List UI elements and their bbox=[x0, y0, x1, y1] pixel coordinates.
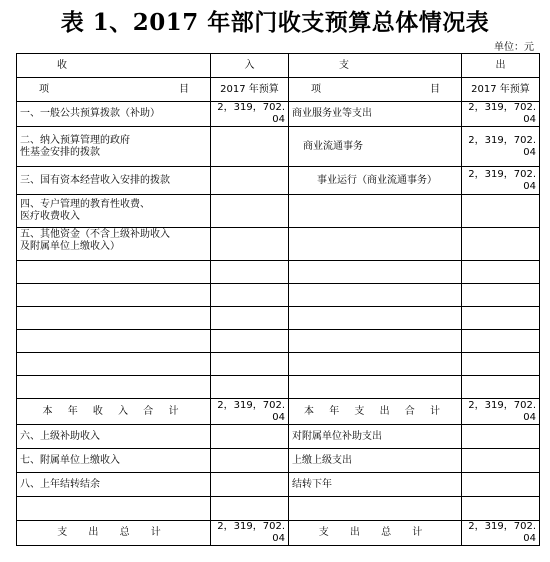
income-item: 三、国有资本经营收入安排的拨款 bbox=[17, 167, 211, 195]
income-item: 一、一般公共预算拨款（补助） bbox=[17, 102, 211, 127]
income-item: 六、上级补助收入 bbox=[17, 425, 211, 449]
income-item-header-right: 目 bbox=[179, 83, 189, 95]
income-amount: 2，319，702. 04 bbox=[211, 102, 289, 127]
expense-grand-total-amount: 2，319，702. 04 bbox=[462, 521, 540, 546]
expense-item bbox=[289, 228, 462, 261]
header-row-sections bbox=[17, 54, 540, 78]
expense-item bbox=[289, 195, 462, 228]
income-item-header bbox=[17, 78, 211, 102]
expense-amount bbox=[462, 473, 540, 497]
income-total-label: 本 年 收 入 合 计 bbox=[17, 399, 211, 425]
expense-amount: 2，319，702. 04 bbox=[462, 102, 540, 127]
expense-total-label: 本 年 支 出 合 计 bbox=[289, 399, 462, 425]
income-budget-header: 2017 年预算 bbox=[211, 78, 289, 102]
income-amount bbox=[211, 195, 289, 228]
table-row bbox=[17, 167, 540, 195]
income-amount bbox=[211, 167, 289, 195]
expense-item: 商业流通事务 bbox=[289, 127, 462, 167]
income-item-text: 五、其他资金（不含上级补助收入 及附属单位上缴收入） bbox=[20, 229, 170, 252]
expense-item: 结转下年 bbox=[289, 473, 462, 497]
budget-table bbox=[16, 53, 540, 546]
income-section-header: 收 bbox=[17, 54, 211, 78]
income-item-text: 四、专户管理的教育性收费、 医疗收费收入 bbox=[20, 199, 150, 222]
empty-row bbox=[17, 284, 540, 307]
income-section-header-right: 入 bbox=[211, 54, 289, 78]
expense-item: 上缴上级支出 bbox=[289, 449, 462, 473]
income-amount bbox=[211, 228, 289, 261]
expense-item-header-right: 目 bbox=[430, 83, 440, 95]
expense-item: 事业运行（商业流通事务） bbox=[289, 167, 462, 195]
income-item bbox=[17, 195, 211, 228]
expense-amount bbox=[462, 195, 540, 228]
expense-item: 商业服务业等支出 bbox=[289, 102, 462, 127]
expense-amount: 2，319，702. 04 bbox=[462, 127, 540, 167]
unit-label: 单位：元 bbox=[494, 42, 534, 53]
income-item: 七、附属单位上缴收入 bbox=[17, 449, 211, 473]
table-row bbox=[17, 449, 540, 473]
expense-budget-header: 2017 年预算 bbox=[462, 78, 540, 102]
expense-amount bbox=[462, 449, 540, 473]
income-item: 八、上年结转结余 bbox=[17, 473, 211, 497]
income-amount bbox=[211, 449, 289, 473]
income-item-text: 二、纳入预算管理的政府 性基金安排的拨款 bbox=[20, 134, 130, 158]
expense-item-header bbox=[289, 78, 462, 102]
grand-total-row bbox=[17, 521, 540, 546]
expense-item: 对附属单位补助支出 bbox=[289, 425, 462, 449]
totals-row bbox=[17, 399, 540, 425]
table-row bbox=[17, 102, 540, 127]
income-grand-total-amount: 2，319，702. 04 bbox=[211, 521, 289, 546]
income-amount bbox=[211, 425, 289, 449]
empty-row bbox=[17, 307, 540, 330]
expense-total-amount: 2，319，702. 04 bbox=[462, 399, 540, 425]
income-item-header-left: 项 bbox=[39, 83, 49, 95]
table-row bbox=[17, 228, 540, 261]
empty-row bbox=[17, 330, 540, 353]
income-item bbox=[17, 228, 211, 261]
expense-amount bbox=[462, 425, 540, 449]
table-row bbox=[17, 473, 540, 497]
expense-section-header: 支 bbox=[289, 54, 462, 78]
expense-item-header-left: 项 bbox=[311, 83, 321, 95]
empty-row bbox=[17, 497, 540, 521]
expense-amount bbox=[462, 228, 540, 261]
empty-row bbox=[17, 261, 540, 284]
income-grand-total-label: 支 出 总 计 bbox=[17, 521, 211, 546]
empty-row bbox=[17, 353, 540, 376]
expense-amount: 2，319，702. 04 bbox=[462, 167, 540, 195]
table-row bbox=[17, 195, 540, 228]
income-item bbox=[17, 127, 211, 167]
header-row-columns bbox=[17, 78, 540, 102]
expense-grand-total-label: 支 出 总 计 bbox=[289, 521, 462, 546]
table-row bbox=[17, 127, 540, 167]
income-amount bbox=[211, 473, 289, 497]
income-amount bbox=[211, 127, 289, 167]
page-title: 表 1、2017 年部门收支预算总体情况表 bbox=[60, 9, 490, 36]
table-row bbox=[17, 425, 540, 449]
income-total-amount: 2，319，702. 04 bbox=[211, 399, 289, 425]
empty-row bbox=[17, 376, 540, 399]
expense-section-header-right: 出 bbox=[462, 54, 540, 78]
